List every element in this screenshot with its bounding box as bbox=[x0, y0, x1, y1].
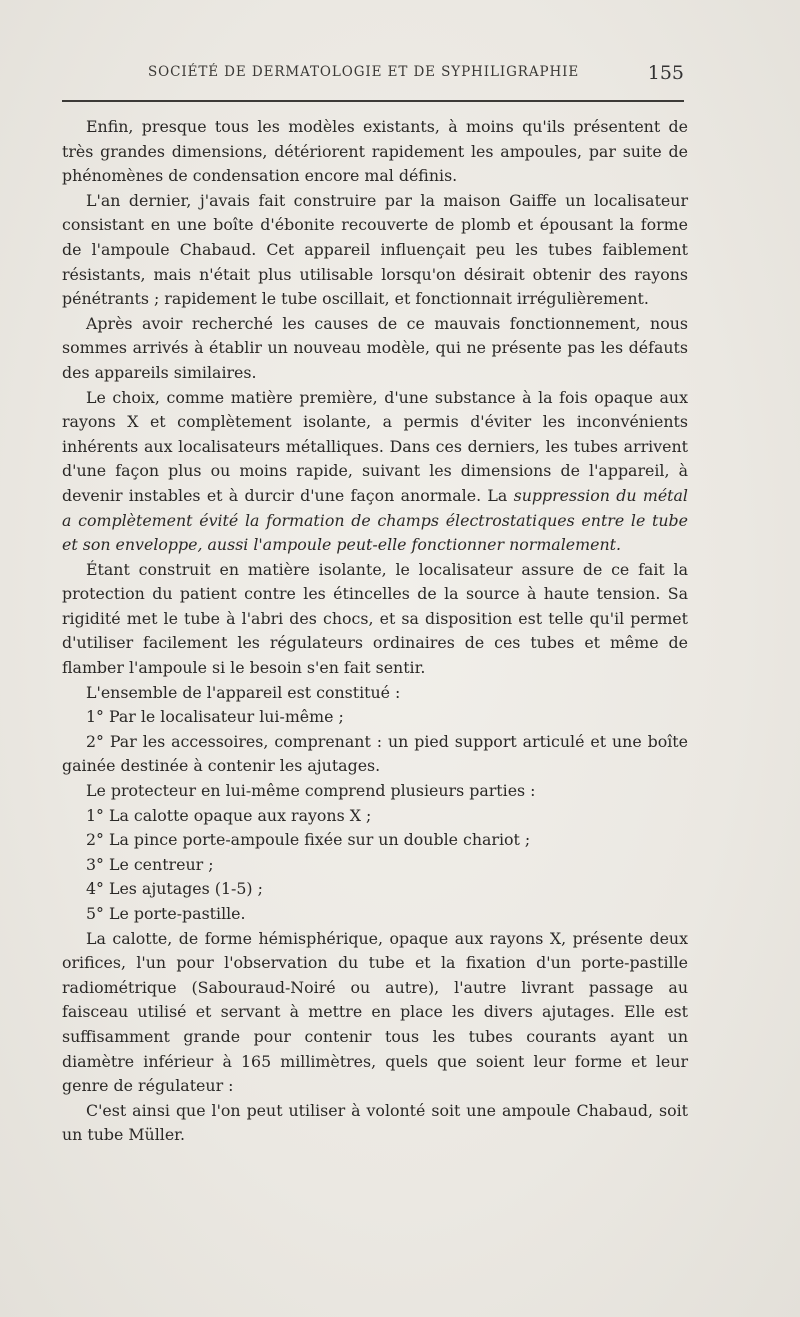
list-item: 1° Par le localisateur lui-même ; bbox=[86, 707, 344, 727]
paragraph-text: Le choix, comme matière première, d'une substance à la fois opaque aux rayons X et complètement isolante, a permis d'éviter les inconvénients inhérents aux localisateurs métalliques. Dans ces derniers, les tubes arrivent d'une façon plus ou moins rapide, suivant les dimensions de l'appareil, à devenir instables et à durcir d'une façon anormale. La bbox=[62, 387, 688, 505]
list-item: 1° La calotte opaque aux rayons X ; bbox=[86, 805, 372, 825]
header-rule bbox=[62, 100, 684, 102]
italic-passage: suppression du métal a complètement évité la formation de champs électrostatiques entre le tube et son enveloppe, aussi l'ampoule peut-elle fonctionner normalement. bbox=[62, 485, 688, 555]
paragraph: Étant construit en matière isolante, le localisateur assure de ce fait la protection du patient contre les étincelles de la source à haute tension. Sa rigidité met le tube à l'abri des chocs, et sa disposition est telle qu'il permet d'utiliser facilement les régulateurs ordinaires de ces tubes et même de flamber l'ampoule si le besoin s'en fait sentir. bbox=[62, 559, 688, 678]
paragraph: Après avoir recherché les causes de ce mauvais fonctionnement, nous sommes arrivés à établir un nouveau modèle, qui ne présente pas les défauts des appareils similaires. bbox=[62, 313, 688, 382]
list-item: 3° Le centreur ; bbox=[86, 854, 214, 874]
running-header bbox=[62, 62, 684, 86]
paragraph-with-italic bbox=[62, 386, 688, 558]
list-item: 4° Les ajutages (1-5) ; bbox=[86, 879, 263, 899]
paragraph: L'ensemble de l'appareil est constitué : bbox=[86, 682, 401, 702]
list-item: 2° Par les accessoires, comprenant : un pied support articulé et une boîte gainée destinée à contenir les ajutages. bbox=[62, 731, 688, 776]
list-item: 2° La pince porte-ampoule fixée sur un double chariot ; bbox=[86, 830, 531, 850]
paragraph: Enfin, presque tous les modèles existants, à moins qu'ils présentent de très grandes dimensions, détériorent rapidement les ampoules, par suite de phénomènes de condensation encore mal définis. bbox=[62, 117, 688, 186]
paragraph: L'an dernier, j'avais fait construire par la maison Gaiffe un localisateur consistant en une boîte d'ébonite recouverte de plomb et épousant la forme de l'ampoule Chabaud. Cet appareil influençait peu les tubes faiblement résistants, mais n'était plus utilisable lorsqu'on désirait obtenir des rayons pénétrants ; rapidement le tube oscillait, et fonctionnait irrégulièrement. bbox=[62, 190, 688, 309]
body-text bbox=[62, 115, 688, 1148]
running-title: SOCIÉTÉ DE DERMATOLOGIE ET DE SYPHILIGRAPHIE bbox=[148, 64, 580, 80]
paragraph: Le protecteur en lui-même comprend plusieurs parties : bbox=[86, 781, 536, 801]
page-number: 155 bbox=[647, 62, 684, 84]
list-item: 5° Le porte-pastille. bbox=[86, 904, 246, 923]
paragraph: C'est ainsi que l'on peut utiliser à volonté soit une ampoule Chabaud, soit un tube Müller. bbox=[62, 1100, 688, 1145]
paragraph: La calotte, de forme hémisphérique, opaque aux rayons X, présente deux orifices, l'un pour l'observation du tube et la fixation d'un porte-pastille radiométrique (Sabouraud-Noiré ou autre), l'autre livrant passage au faisceau utilisé et servant à mettre en place les divers ajutages. Elle est suffisamment grande pour contenir tous les tubes courants ayant un diamètre inférieur à 165 millimètres, quels que soient leur forme et leur genre de régulateur : bbox=[62, 928, 688, 1096]
